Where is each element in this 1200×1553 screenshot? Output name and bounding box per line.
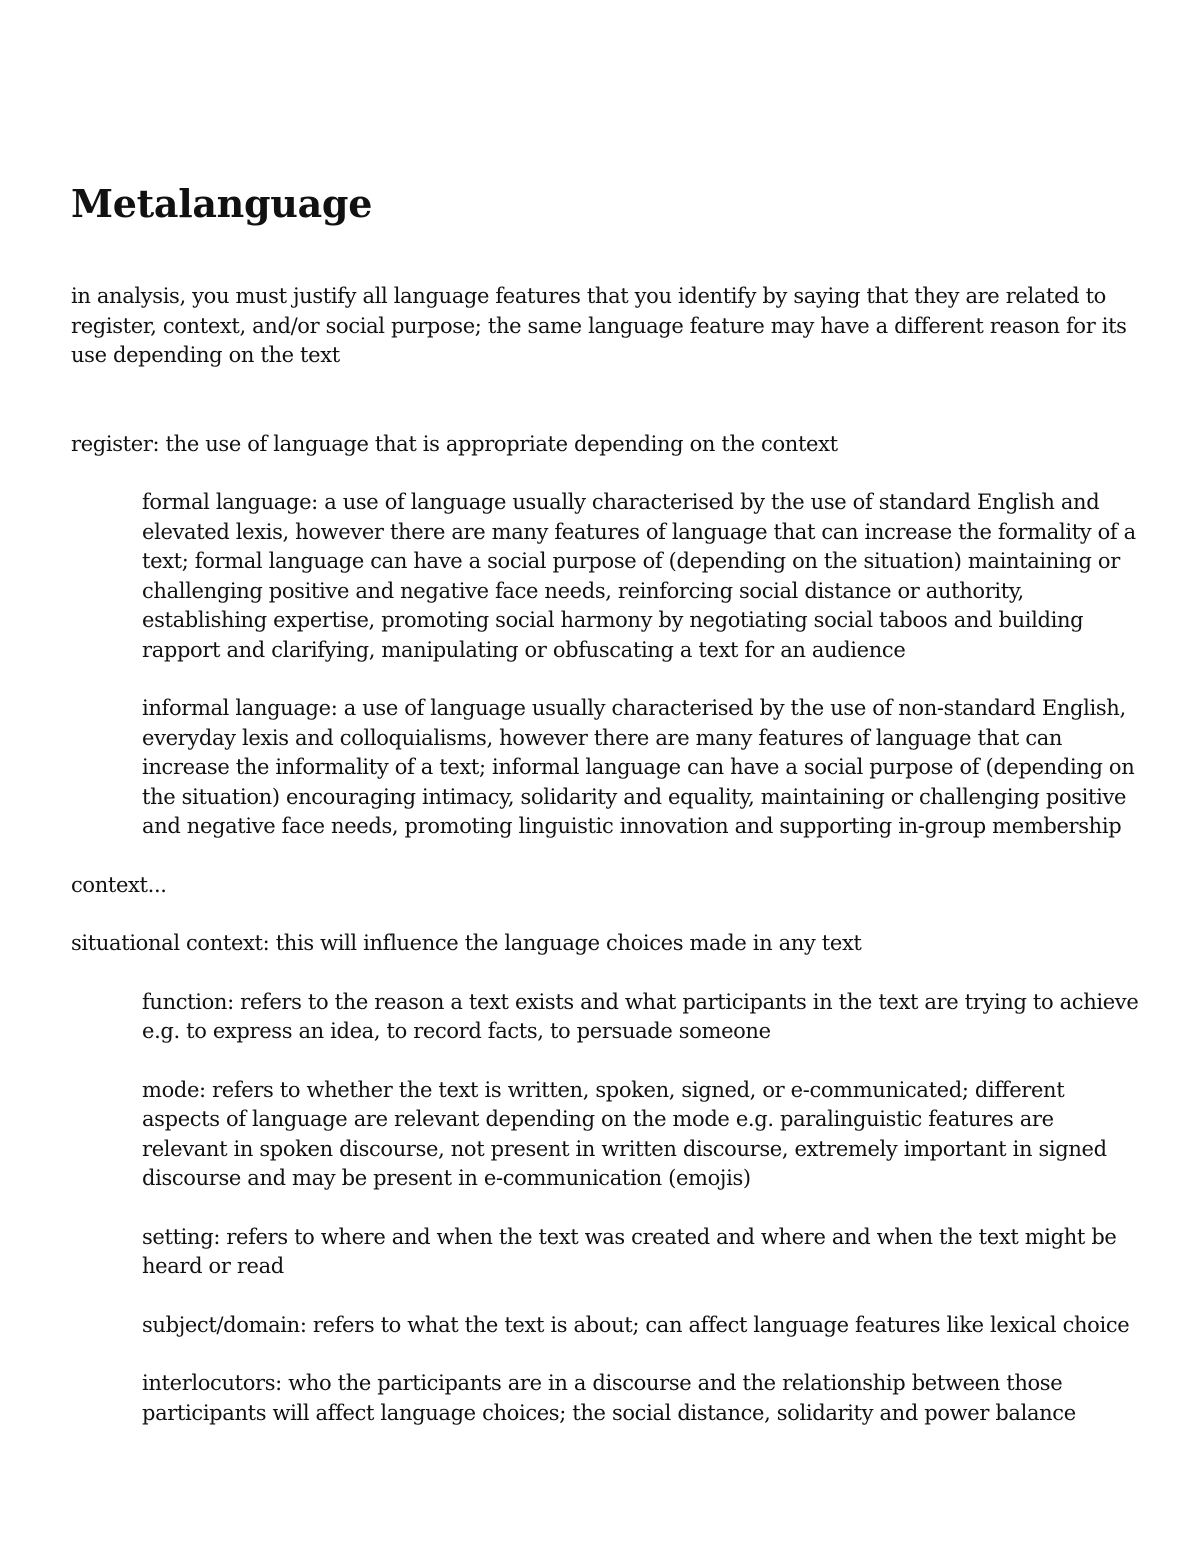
intro-paragraph: in analysis, you must justify all language features that you identify by saying that they are related to register, context, and/or social purpose; the same language feature may have a different reason for its use depending on the text: [71, 284, 1127, 367]
situational-context-definition: situational context: this will influence the language choices made in any text: [71, 931, 862, 955]
subject-domain-definition: subject/domain: refers to what the text is about; can affect language features like lexical choice: [142, 1312, 1130, 1337]
interlocutors-definition: interlocutors: who the participants are in a discourse and the relationship between those participants will affect language choices; the social distance, solidarity and power balance: [142, 1371, 1076, 1425]
function-definition: function: refers to the reason a text exists and what participants in the text are trying to achieve e.g. to express an idea, to record facts, to persuade someone: [142, 989, 1139, 1043]
register-definition: register: the use of language that is appropriate depending on the context: [71, 431, 838, 456]
context-heading: context...: [71, 872, 167, 897]
mode-definition: mode: refers to whether the text is written, spoken, signed, or e-communicated; different aspects of language are relevant depending on the mode e.g. paralinguistic features are relevant in spoken discourse, not present in written discourse, extremely important in signed discourse and may be present in e-communication (emojis): [142, 1077, 1107, 1190]
formal-language-definition: formal language: a use of language usually characterised by the use of standard English and elevated lexis, however there are many features of language that can increase the formality of a text; formal language can have a social purpose of (depending on the situation) maintaining or challenging positive and negative face needs, reinforcing social distance or authority, establishing expertise, promoting social harmony by negotiating social taboos and building rapport and clarifying, manipulating or obfuscating a text for an audience: [142, 490, 1136, 662]
document-page: [71, 178, 1141, 1457]
setting-definition: setting: refers to where and when the text was created and where and when the text might be heard or read: [142, 1224, 1117, 1278]
informal-language-definition: informal language: a use of language usually characterised by the use of non-standard English, everyday lexis and colloquialisms, however there are many features of language that can increase the informality of a text; informal language can have a social purpose of (depending on the situation) encouraging intimacy, solidarity and equality, maintaining or challenging positive and negative face needs, promoting linguistic innovation and supporting in-group membership: [142, 696, 1135, 838]
page-title: Metalanguage: [71, 181, 373, 226]
